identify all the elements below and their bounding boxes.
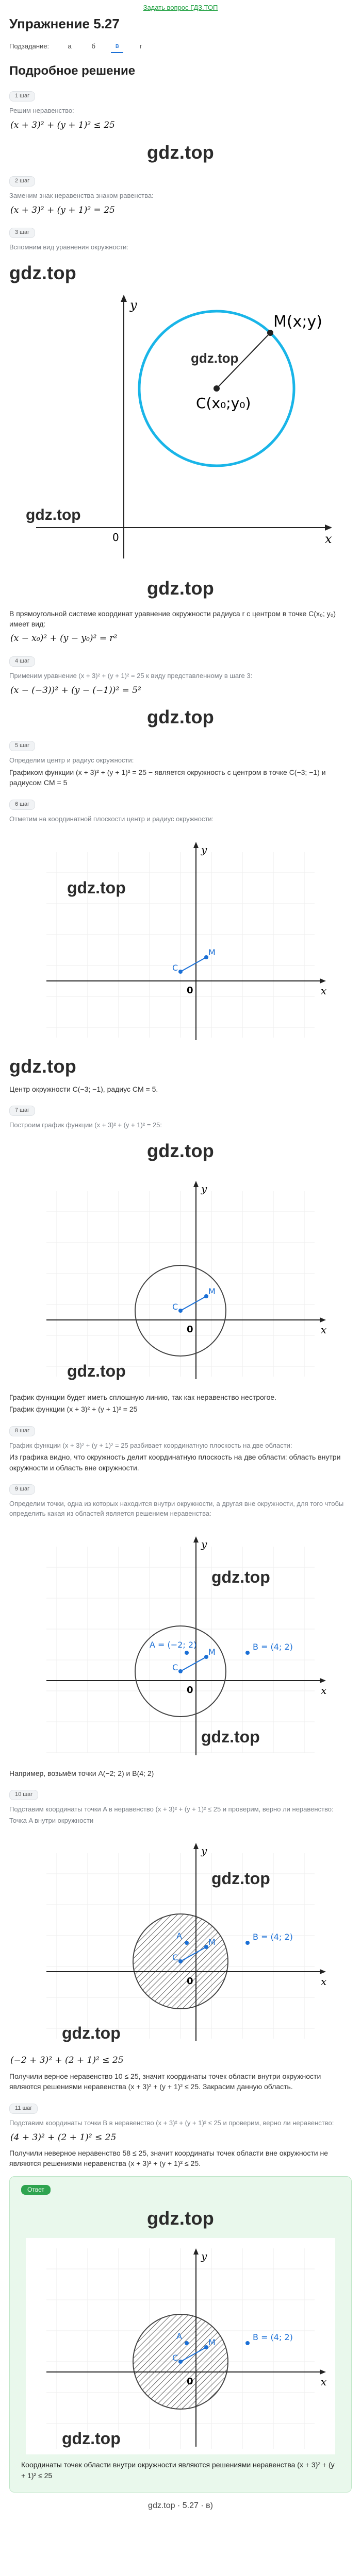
general-circle-diagram	[15, 291, 346, 569]
y-axis-arrow-icon	[193, 1843, 199, 1849]
x-axis-arrow-icon	[320, 1969, 326, 1974]
b-label: B = (4; 2)	[253, 1932, 293, 1942]
m-point	[204, 1945, 208, 1949]
x-label: x	[321, 2376, 327, 2388]
x-label: x	[321, 1684, 327, 1697]
step-9	[9, 1480, 352, 1519]
step-2	[9, 172, 352, 216]
formula: (x − x₀)² + (y − y₀)² = r²	[10, 633, 118, 644]
step-1	[9, 87, 352, 131]
a-point	[185, 2341, 189, 2345]
subtask-tab-g[interactable]: г	[139, 42, 142, 50]
watermark: gdz.top	[146, 706, 215, 728]
step-text: Точка A внутри окружности	[9, 1816, 94, 1824]
step-4	[9, 652, 352, 697]
origin-label: 0	[187, 1324, 193, 1335]
step-7-caption	[9, 1392, 352, 1415]
formula: (x + 3)² + (y + 1)² = 25	[10, 205, 115, 215]
watermark: gdz.top	[67, 1361, 126, 1380]
watermark: gdz.top	[146, 2208, 215, 2229]
step-badge: 8 шаг	[9, 1426, 35, 1436]
step-text: Подставим координаты точки A в неравенство (x + 3)² + (y + 1)² ≤ 25 и проверим, верно ли неравенство:	[9, 1805, 334, 1813]
step-text: Построим график функции (x + 3)² + (y + 1)² = 25:	[9, 1121, 162, 1129]
y-axis-arrow-icon	[193, 1536, 199, 1543]
a-point	[185, 1651, 189, 1655]
watermark: gdz.top	[62, 2024, 121, 2043]
watermark: gdz.top	[146, 1140, 215, 1161]
formula: (x + 3)² + (y + 1)² ≤ 25	[10, 120, 115, 131]
watermark: gdz.top	[26, 506, 81, 524]
step-text: Решим неравенство:	[9, 107, 74, 115]
c-label: C(x₀;y₀)	[196, 395, 251, 412]
step-3-explanation	[9, 608, 352, 645]
step-7	[9, 1101, 352, 1130]
y-label: y	[201, 1537, 207, 1550]
step-text: Определим точки, одна из которых находится внутри окружности, а другая вне окружности, для того чтобы определить какая из областей является решением неравенства:	[9, 1499, 344, 1517]
watermark: gdz.top	[201, 1727, 260, 1746]
step-text: Вспомним вид уравнения окружности:	[9, 243, 129, 251]
x-label: x	[321, 1975, 327, 1988]
step-badge: 2 шаг	[9, 176, 35, 187]
watermark: gdz.top	[211, 1567, 270, 1586]
step-text: График функции будет иметь сплошную линию, так как неравенство нестрогое.	[9, 1393, 277, 1401]
center-radius-diagram	[26, 832, 335, 1048]
circle-graph-diagram	[26, 1171, 335, 1387]
watermark: gdz.top	[191, 350, 239, 366]
step-badge: 9 шаг	[9, 1484, 35, 1495]
origin-label: 0	[187, 1684, 193, 1696]
x-axis-arrow-icon	[320, 1317, 326, 1323]
m-label: M	[208, 1647, 216, 1657]
grid	[46, 1191, 315, 1377]
footer: gdz.top · 5.27 · в)	[148, 2501, 213, 2510]
m-label: M	[208, 1937, 216, 1947]
step-3	[9, 224, 352, 252]
watermark: gdz.top	[146, 141, 215, 163]
b-label: B = (4; 2)	[253, 2332, 293, 2343]
step-text: Подставим координаты точки B в неравенство (x + 3)² + (y + 1)² ≤ 25 и проверим, верно ли неравенство:	[9, 2119, 334, 2127]
center-point	[178, 1959, 183, 1963]
step-10	[9, 1786, 352, 1826]
step-text: Например, возьмём точки A(−2; 2) и B(4; 2)	[9, 1769, 154, 1777]
formula: (4 + 3)² + (2 + 1)² ≤ 25	[10, 2132, 117, 2143]
watermark: gdz.top	[211, 1869, 270, 1888]
m-point	[204, 2345, 208, 2349]
c-label: C	[172, 962, 178, 973]
b-point	[245, 2341, 250, 2345]
c-label: C	[172, 1662, 178, 1672]
subtask-tabs	[9, 40, 352, 53]
x-label: x	[325, 532, 332, 547]
radius-line	[180, 1657, 206, 1671]
c-label: C	[172, 1301, 178, 1312]
m-label: M	[208, 2337, 216, 2348]
m-point	[267, 330, 273, 336]
b-point	[245, 1651, 250, 1655]
subtask-tab-v[interactable]: в	[111, 40, 123, 53]
step-text: Заменим знак неравенства знаком равенства:	[9, 191, 154, 199]
step-6-caption	[9, 1084, 352, 1094]
page-title: Упражнение 5.27	[9, 16, 120, 31]
watermark: gdz.top	[146, 578, 215, 599]
y-label: y	[130, 298, 137, 313]
a-point	[185, 1941, 189, 1945]
ask-question-link[interactable]: Задать вопрос ГДЗ.ТОП	[143, 4, 218, 11]
step-text: Из графика видно, что окружность делит координатную плоскость на две области: область внутри окружности и область вне окружности.	[9, 1453, 341, 1472]
step-10-result	[9, 2054, 352, 2092]
step-text: Центр окружности C(−3; −1), радиус CM = 5.	[9, 1084, 158, 1093]
origin-label: 0	[187, 2376, 193, 2387]
step-6	[9, 795, 352, 824]
center-point	[214, 385, 220, 392]
step-text: Отметим на координатной плоскости центр и радиус окружности:	[9, 815, 214, 823]
y-label: y	[201, 2250, 207, 2263]
x-axis-arrow-icon	[320, 978, 326, 984]
a-label: A	[176, 2331, 182, 2342]
step-5	[9, 737, 352, 788]
watermark: gdz.top	[9, 262, 77, 284]
watermark: gdz.top	[67, 878, 126, 897]
formula: (−2 + 3)² + (2 + 1)² ≤ 25	[10, 2055, 124, 2066]
step-text: Применим уравнение (x + 3)² + (y + 1)² = 25 к виду представленному в шаге 3:	[9, 671, 253, 680]
step-badge: 6 шаг	[9, 800, 35, 810]
y-label: y	[201, 1844, 207, 1857]
answer-label: Ответ	[21, 2185, 51, 2195]
step-badge: 11 шаг	[9, 2104, 38, 2114]
b-point	[245, 1941, 250, 1945]
a-label: A = (−2; 2)	[150, 1639, 197, 1650]
x-axis-arrow-icon	[325, 524, 332, 531]
shaded-region-diagram	[26, 1833, 335, 2049]
answer-box	[9, 2176, 352, 2493]
subtask-tab-b[interactable]: б	[91, 42, 95, 50]
origin-label: 0	[187, 985, 193, 996]
step-8	[9, 1422, 352, 1473]
answer-text: Координаты точек области внутри окружности являются решениями неравенства (x + 3)² + (y + 1)² ≤ 25	[21, 2461, 335, 2480]
section-title: Подробное решение	[9, 63, 136, 78]
x-label: x	[321, 1323, 327, 1336]
origin-label: 0	[112, 531, 119, 544]
step-text: Получили неверное неравенство 58 ≤ 25, значит координаты точек области вне окружности не являются решениями неравенства (x + 3)² + (y + 1)² ≤ 25.	[9, 2149, 328, 2168]
y-axis-arrow-icon	[193, 1181, 199, 1187]
m-point	[204, 955, 208, 959]
step-text: График функции (x + 3)² + (y + 1)² = 25 разбивает координатную плоскость на две области:	[9, 1441, 292, 1449]
step-badge: 5 шаг	[9, 741, 35, 751]
x-label: x	[321, 984, 327, 997]
x-axis-arrow-icon	[320, 1678, 326, 1683]
c-label: C	[172, 2353, 178, 2363]
points-ab-diagram	[26, 1526, 335, 1763]
step-badge: 7 шаг	[9, 1106, 35, 1116]
step-badge: 1 шаг	[9, 91, 35, 101]
subtask-tab-a[interactable]: а	[68, 42, 72, 50]
origin-label: 0	[187, 1976, 193, 1987]
step-11	[9, 2099, 352, 2169]
m-point	[204, 1294, 208, 1298]
y-label: y	[201, 843, 207, 856]
y-axis-arrow-icon	[193, 842, 199, 848]
a-label: A	[176, 1931, 182, 1941]
step-9-caption	[9, 1768, 352, 1778]
step-text: Получили верное неравенство 10 ≤ 25, значит координаты точек области внутри окружности являются решениями неравенства (x + 3)² + (y + 1)² ≤ 25. Закрасим данную область.	[9, 2072, 321, 2091]
radius-line	[180, 957, 206, 972]
answer-diagram	[26, 2238, 335, 2454]
radius-line	[180, 1296, 206, 1311]
m-label: M	[208, 947, 216, 957]
c-label: C	[172, 1953, 178, 1963]
center-point	[178, 1669, 183, 1673]
m-label: M	[208, 1286, 216, 1296]
step-text: В прямоугольной системе координат уравнение окружности радиуса r с центром в точке C(x₀; y₀) имеет вид:	[9, 609, 336, 628]
center-point	[178, 970, 183, 974]
y-label: y	[201, 1182, 207, 1195]
formula: (x − (−3))² + (y − (−1))² = 5²	[10, 685, 141, 696]
b-label: B = (4; 2)	[253, 1641, 293, 1652]
step-text: Графиком функции (x + 3)² + (y + 1)² = 25 − является окружность с центром в точке C(−3; −1) и радиусом CM = 5	[9, 768, 326, 787]
subtask-label: Подзадание:	[9, 42, 50, 50]
watermark: gdz.top	[62, 2429, 121, 2448]
watermark: gdz.top	[9, 1055, 77, 1077]
step-text: График функции (x + 3)² + (y + 1)² = 25	[9, 1405, 138, 1414]
step-badge: 10 шаг	[9, 1790, 38, 1800]
center-point	[178, 2360, 183, 2364]
m-label: M(x;y)	[273, 313, 322, 331]
center-point	[178, 1309, 183, 1313]
y-axis-arrow-icon	[121, 295, 127, 302]
step-text: Определим центр и радиус окружности:	[9, 756, 134, 765]
step-badge: 3 шаг	[9, 228, 35, 238]
step-badge: 4 шаг	[9, 656, 35, 667]
m-point	[204, 1655, 208, 1659]
